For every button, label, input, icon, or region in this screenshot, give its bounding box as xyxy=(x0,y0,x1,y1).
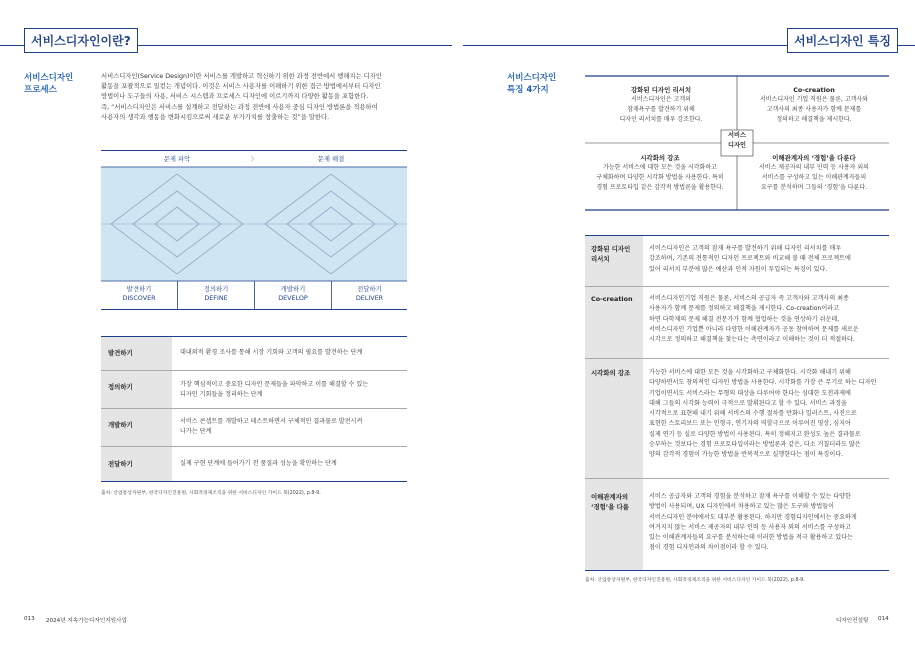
phase-label-problem-finding: 문제 파악 xyxy=(163,155,191,163)
quadrant-line: 정의하고 해결책을 제시한다. xyxy=(776,116,852,123)
left-source-note: 출처: 산업통상자원부, 한국디자인진흥원, 사회적경제조직을 위한 서비스디자인 가이드 북(2022), p.8-9. xyxy=(101,491,321,496)
table-row-text xyxy=(649,244,887,275)
stage-ko-label: 전달하기 xyxy=(357,285,382,293)
text-line: 가장 핵심적이고 중요한 디자인 문제들을 파악하고 이를 해결할 수 있는 xyxy=(180,381,369,388)
stage-en-label: DELIVER xyxy=(355,294,384,302)
text-line: 표현한 스토리보드 또는 인형극, 연기자의 역할극으로 이루어진 영상, 심지어 xyxy=(649,420,851,428)
stage-ko-label: 개발하기 xyxy=(280,285,306,293)
quadrant-line: 서비스를 구성하고 있는 이해관계자들의 xyxy=(761,174,867,181)
text-line: 점이 경험 디자인과의 차이점이라 할 수 있다. xyxy=(649,544,769,552)
quadrant-visualization xyxy=(585,153,735,193)
table-row-text xyxy=(649,492,887,554)
table-row xyxy=(585,479,889,570)
right-footer-page-number: 014 xyxy=(878,616,889,622)
text-line: 서비스 콘셉트를 개발하고 테스트하면서 구체적인 결과물로 발전시켜 xyxy=(180,418,363,425)
stage-en-label: DEVELOP xyxy=(278,294,308,302)
text-line: 사용자가 함께 문제를 정의하고 해결책을 제시한다. Co-creation이라고 xyxy=(649,305,840,313)
center-label-line: 디자인 xyxy=(728,142,746,149)
table-row-text xyxy=(180,380,402,401)
text-line: 다양하면서도 창의적인 디자인 방법을 사용한다. 시각화를 가장 큰 무기로 하는 디자인 xyxy=(649,379,877,387)
features-quadrant-diagram xyxy=(585,75,889,211)
stage-ko-label: 정의하기 xyxy=(203,285,229,293)
features-table xyxy=(585,235,889,571)
quadrant-line: 요구를 분석하며 그들의 ‘경험’을 다룬다. xyxy=(760,184,868,191)
table-row-text xyxy=(180,348,402,358)
text-line: 있는 이해관계자들의 요구를 분석하는데 이러한 방법을 적극 활용하고 있다는 xyxy=(649,534,853,542)
stage-en-label: DEFINE xyxy=(204,294,228,302)
left-footer-page-number: 013 xyxy=(24,616,35,622)
phase-arrow: 〉 xyxy=(250,155,258,163)
left-page-title: 서비스디자인이란? xyxy=(24,28,138,53)
label-line: ‘경험’을 다룸 xyxy=(591,503,629,511)
left-footer-title: 2024년 지속가능디자인지원사업 xyxy=(46,618,127,624)
text-line: 서비스디자인 기업뿐 아니라 다양한 이해관계자가 공동 참여하여 문제를 새로운 xyxy=(649,325,859,333)
quadrant-stakeholder-experience xyxy=(739,153,889,193)
text-line: 여겨지지 않는 서비스 제공자의 내부 인력 등 사용자 외의 서비스를 구성하고 xyxy=(649,523,851,531)
table-row xyxy=(101,337,407,371)
quadrant-line: 고객사의 최종 사용자가 함께 문제를 xyxy=(766,106,862,113)
double-diamond-diagram xyxy=(101,150,407,310)
right-section-label: 서비스디자인 특징 4가지 xyxy=(507,73,557,95)
label-line: 리서치 xyxy=(591,255,610,263)
stages-table xyxy=(101,336,407,482)
text-line: 시각적으로 표현해 내기 위해 서비스의 수행 절차를 만화나 일러스트, 사진으로 xyxy=(649,410,857,418)
phase-label-problem-solving: 문제 해결 xyxy=(317,155,345,163)
table-row-label: 전달하기 xyxy=(108,460,133,468)
quadrant-line: 경험 프로토타입 같은 감각적 방법론을 활용한다. xyxy=(596,184,724,191)
text-line: 디자인 기회들을 정리하는 단계 xyxy=(180,391,263,399)
table-row xyxy=(585,359,889,479)
stage-ko-label: 발견하기 xyxy=(126,285,152,293)
label-line: 이해관계자의 xyxy=(591,493,629,501)
table-row xyxy=(101,371,407,409)
right-page-title: 서비스디자인 특징 xyxy=(787,28,898,53)
quadrant-line: 서비스 제공자의 내부 인력 등 사용자 외의 xyxy=(759,164,869,171)
table-row-text xyxy=(180,459,402,469)
table-row-label xyxy=(591,294,641,304)
intro-line: 사용자의 생각과 행동을 변화시킴으로써 새로운 부가가치를 창출하는 것”을 말한다. xyxy=(101,113,330,121)
quadrant-line: 서비스디자인은 고객의 xyxy=(631,96,691,103)
text-line: 가능한 서비스에 대한 모든 것을 시각화하고 구체화한다. 시각화 해내기 위해 xyxy=(649,369,851,376)
quadrant-line: 서비스디자인 기업 직원은 물론, 고객사와 xyxy=(759,96,869,103)
text-line: 하면 다학제의 문제 해결 전문가가 함께 협업하는 것을 연상하기 쉬운데, xyxy=(649,315,840,323)
text-line: 서비스디자인은 고객의 잠재 욕구를 발견하기 위해 디자인 리서치를 매우 xyxy=(649,245,842,252)
label-line: 시각화의 강조 xyxy=(591,369,631,377)
left-section-label: 서비스디자인 프로세스 xyxy=(24,73,74,95)
left-intro-text xyxy=(101,72,421,123)
stage-en-label: DISCOVER xyxy=(122,294,156,302)
table-row-label: 개발하기 xyxy=(108,421,133,429)
right-source-note: 출처: 산업통상자원부, 한국디자인진흥원, 사회적경제조직을 위한 서비스디자인 가이드 북(2022), p.8-9. xyxy=(585,578,805,583)
quadrant-title: 이해관계자의 ‘경험’을 다룬다 xyxy=(772,154,856,162)
quadrant-title: 강화된 디자인 리서치 xyxy=(630,86,691,94)
quadrant-line: 가능한 서비스에 대한 모든 것을 시각화하고 xyxy=(603,164,717,171)
text-line: 대해 그들의 시각화 능력이 극적으로 발휘된다고 할 수 있다. 서비스 과정을 xyxy=(649,399,847,407)
right-footer-title: 디자인컨설팅 xyxy=(836,618,869,624)
quadrant-line: 디자인 리서치를 매우 강조한다. xyxy=(619,116,703,123)
text-line: 방법이 사용되며, UX 디자인에서 차용하고 있는 많은 도구와 방법들이 xyxy=(649,503,835,511)
quadrant-co-creation xyxy=(739,85,889,125)
intro-line: 활동을 포괄적으로 일컫는 개념이다. 이것은 서비스 사용자를 이해하기 위한 접근 방법에서부터 디자인 xyxy=(101,83,381,91)
text-line: 대내외적 환경 조사를 통해 시장 기회와 고객의 필요를 발견하는 단계 xyxy=(180,349,363,356)
table-row-text xyxy=(649,368,887,461)
text-line: 서비스디자인 분야에서도 대부분 활용된다. 하지만 경험디자인에서는 중요하게 xyxy=(649,513,857,521)
text-line: 서비스 공급자와 고객의 경험을 분석하고 잠재 욕구를 이해할 수 있는 다양한 xyxy=(649,493,851,500)
intro-line: 즉, “서비스디자인은 서비스를 설계하고 전달하는 과정 전반에 사용자 중심 디자인 방법론을 적용하여 xyxy=(101,103,378,111)
table-row xyxy=(585,236,889,287)
intro-line: 방법이나 도구들의 사용, 서비스 시스템과 프로세스 디자인에 이르기까지 다양한 활동을 포함한다. xyxy=(101,93,369,101)
text-line: 나가는 단계 xyxy=(180,428,212,436)
label-line: Co-creation xyxy=(591,295,633,303)
table-row-label xyxy=(591,244,641,264)
quadrant-line: 구체화하며 다양한 시각화 방법을 사용한다. 특히 xyxy=(596,174,724,181)
text-line: 서비스디자인기업 직원은 물론, 서비스의 공급자 즉 고객사와 고객사의 최종 xyxy=(649,295,849,302)
label-line: 강화된 디자인 xyxy=(591,245,631,253)
text-line: 기업이면서도 서비스라는 무형의 대상을 다루어야 한다는 심대한 도전과제에 xyxy=(649,389,851,397)
stage-deliver xyxy=(332,285,407,303)
table-row-label: 정의하기 xyxy=(108,383,133,391)
table-row xyxy=(585,287,889,359)
text-line: 실제 구현 단계에 들어가기 전 품질과 성능을 확인하는 단계 xyxy=(180,460,337,467)
center-label-line: 서비스 xyxy=(728,132,746,139)
text-line: 양의 감각적 경험이 가능한 방법을 반복적으로 실행한다는 점이 특징이다. xyxy=(649,451,844,459)
text-line: 시각으로 정의하고 해결책을 찾는다는 측면이라고 이해하는 것이 더 적절하다. xyxy=(649,336,855,344)
stage-define xyxy=(178,285,254,303)
text-line: 있어 리서치 부분에 많은 예산과 인적 자원이 투입되는 특징이 있다. xyxy=(649,265,828,273)
quadrant-design-research xyxy=(587,85,735,125)
center-label xyxy=(721,131,753,151)
table-row xyxy=(101,447,407,481)
intro-line: 서비스디자인(Service Design)이란 서비스를 개발하고 혁신하기 위한 과정 전반에서 행해지는 디자인 xyxy=(101,73,382,80)
text-line: 승부하는 것보다는 경험 프로토타입이라는 방법론과 같은, 다소 거칠더라도 많은 xyxy=(649,441,861,449)
stage-develop xyxy=(255,285,331,303)
text-line: 강조하며, 기존의 전통적인 디자인 프로젝트와 비교해 볼 때 전체 프로젝트에 xyxy=(649,255,851,263)
quadrant-line: 잠재욕구를 발견하기 위해 xyxy=(627,106,695,113)
quadrant-title: Co-creation xyxy=(793,86,835,94)
table-row-label: 발견하기 xyxy=(108,349,133,357)
text-line: 실제 연기 등 실로 다양한 방법이 사용된다. 특히 정해지고 완성도 높은 결과물로 xyxy=(649,430,861,438)
table-row-text xyxy=(649,294,887,345)
stage-discover xyxy=(101,285,177,303)
table-row-text xyxy=(180,417,402,438)
table-row-label xyxy=(591,492,641,512)
table-row-label xyxy=(591,368,641,378)
quadrant-title: 시각화의 강조 xyxy=(640,154,680,162)
table-row xyxy=(101,409,407,447)
